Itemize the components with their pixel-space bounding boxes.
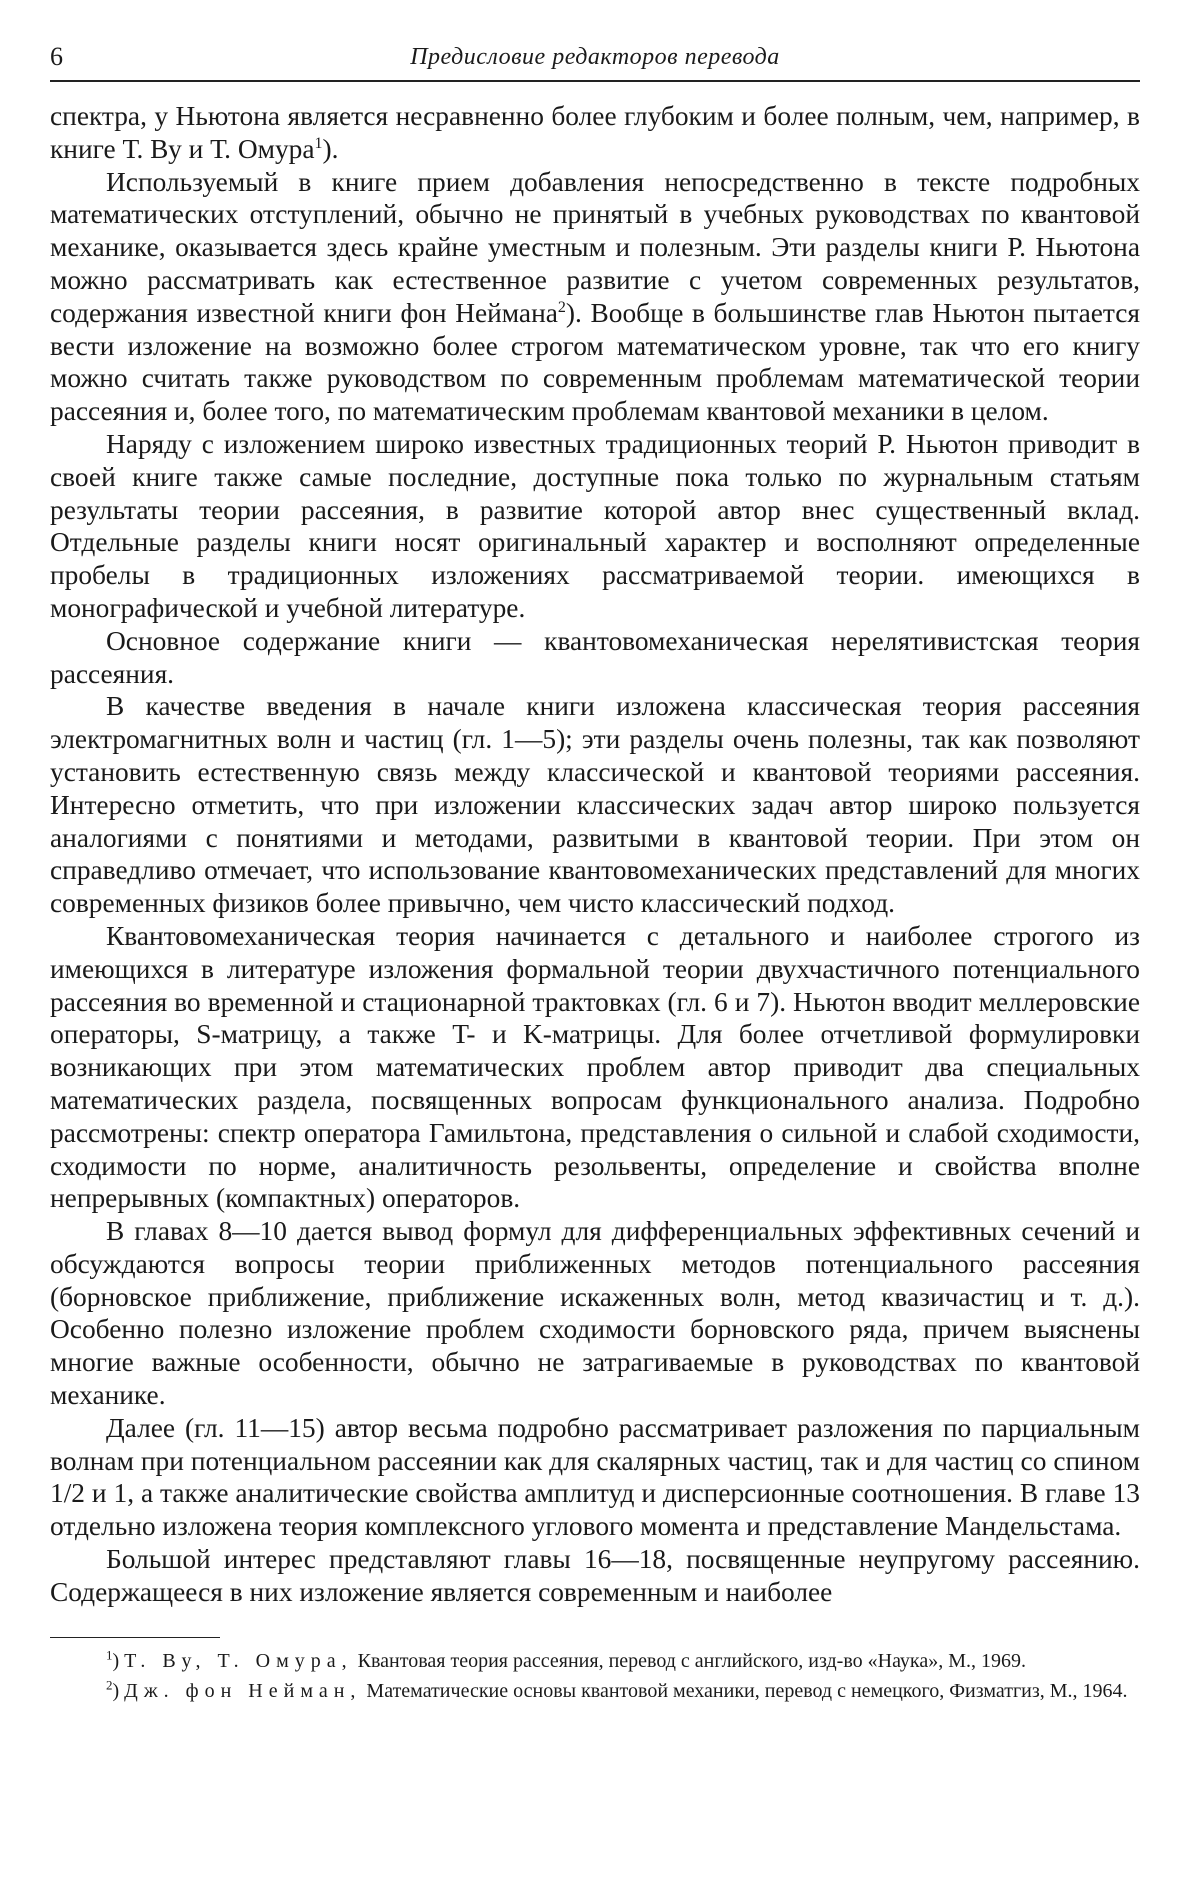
paragraph-2: Используемый в книге прием добавления непосредственно в тексте подробных математических отступлений, обычно не принятый в учебных руководствах по квантовой механике, оказывается здесь крайне уместным и полезным. Эти разделы книги Р. Ньютона можно рассматривать как естественное развитие с учетом современных результатов, содержания известной книги фон Неймана$^2$). Вообще в большинстве глав Ньютон пытается вести изложение на возможно более строгом математическом уровне, так что его книгу можно считать также руководством по современным проблемам математической теории рассеяния и, более того, по математическим проблемам квантовой механики в целом.	[50, 166, 1140, 427]
footnote-1-author: Т. Ву, Т. Омура,	[124, 1649, 353, 1672]
footnote-2: $^2$) Дж. фон Нейман, Математические основы квантовой механики, перевод с немецкого, Физматгиз, М., 1964.	[106, 1677, 1128, 1702]
paragraph-4: Основное содержание книги — квантовомеханическая нерелятивистская теория рассеяния.	[50, 625, 1140, 689]
paragraph-3: Наряду с изложением широко известных традиционных теорий Р. Ньютон приводит в своей книге также самые последние, доступные пока только по журнальным статьям результаты теории рассеяния, в развитие которой автор внес существенный вклад. Отдельные разделы книги носят оригинальный характер и восполняют определенные пробелы в традиционных изложениях рассматриваемой теории. имеющихся в монографической и учебной литературе.	[50, 428, 1140, 623]
page-header	[50, 36, 1140, 82]
paragraph-5: В качестве введения в начале книги изложена классическая теория рассеяния электромагнитных волн и частиц (гл. 1—5); эти разделы очень полезны, так как позволяют установить естественную связь между классической и квантовой теориями рассеяния. Интересно отметить, что при изложении классических задач автор широко пользуется аналогиями с понятиями и методами, развитыми в квантовой теории. При этом он справедливо отмечает, что использование квантовомеханических представлений для многих современных физиков более привычно, чем чисто классический подход.	[50, 691, 1140, 919]
paragraph-6: Квантовомеханическая теория начинается с детального и наиболее строгого из имеющихся в литературе изложения формальной теории двухчастичного потенциального рассеяния во временной и стационарной трактовках (гл. 6 и 7). Ньютон вводит меллеровские операторы, S-матрицу, а также T- и K-матрицы. Для более отчетливой формулировки возникающих при этом математических проблем автор приводит два специальных математических раздела, посвященных вопросам функционального анализа. Подробно рассмотрены: спектр оператора Гамильтона, представления о сильной и слабой сходимости, сходимости по норме, аналитичность резольвенты, определение и свойства вполне непрерывных (компактных) операторов.	[50, 920, 1140, 1214]
body-text	[50, 100, 1140, 1609]
page-number: 6	[50, 42, 63, 71]
footnotes	[50, 1648, 1140, 1704]
paragraph-1: спектра, у Ньютона является несравненно более глубоким и более полным, чем, например, в книге Т. Ву и Т. Омура$^1$).	[50, 101, 1140, 164]
footnote-1-text: Квантовая теория рассеяния, перевод с английского, изд-во «Наука», М., 1969.	[352, 1649, 1027, 1672]
footnote-ref-2: 2	[557, 298, 566, 316]
footnote-2-text: Математические основы квантовой механики, перевод с немецкого, Физматгиз, М., 1964.	[361, 1679, 1128, 1702]
footnote-ref-1: 1	[314, 134, 323, 152]
footnote-2-author: Дж. фон Нейман,	[124, 1679, 362, 1702]
paragraph-9: Большой интерес представляют главы 16—18, посвященные неупругому рассеянию. Содержащееся в них изложение является современным и наиболее	[50, 1544, 1140, 1607]
paragraph-7: В главах 8—10 дается вывод формул для дифференциальных эффективных сечений и обсуждаются вопросы теории приближенных методов потенциального рассеяния (борновское приближение, приближение искаженных волн, метод квазичастиц и т. д.). Особенно полезно изложение проблем сходимости борновского ряда, причем выяснены многие важные особенности, обычно не затрагиваемые в руководствах по квантовой механике.	[50, 1216, 1140, 1411]
footnote-1: $^1$) Т. Ву, Т. Омура, Квантовая теория рассеяния, перевод с английского, изд-во «Наука», М., 1969.	[106, 1647, 1027, 1672]
book-page	[50, 36, 1140, 1708]
running-head: Предисловие редакторов перевода	[410, 44, 780, 70]
fraction-half: 1/2	[50, 1478, 86, 1509]
paragraph-8: Далее (гл. 11—15) автор весьма подробно рассматривает разложения по парциальным волнам при потенциальном рассеянии как для скалярных частиц, так и для частиц со спином 1/2 и 1, а также аналитические свойства амплитуд и дисперсионные соотношения. В главе 13 отдельно изложена теория комплексного углового момента и представление Мандельстама.	[50, 1412, 1140, 1542]
footnote-divider	[50, 1637, 220, 1638]
